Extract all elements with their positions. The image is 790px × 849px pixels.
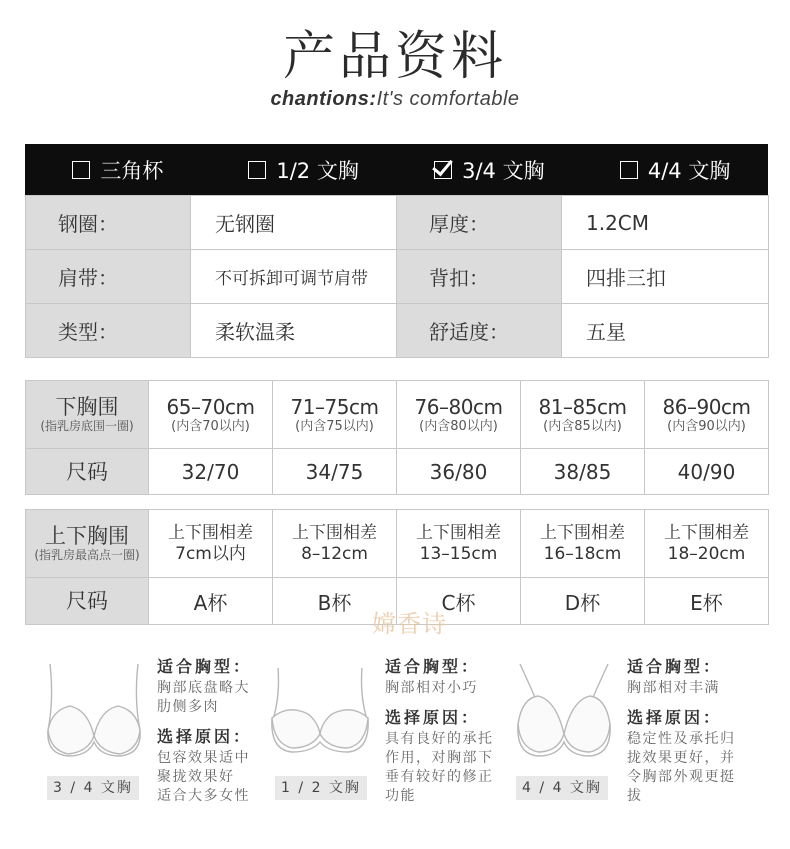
three-quarter-bra-icon (42, 660, 146, 764)
band-size-value: 36/80 (397, 449, 521, 495)
band-size-value: 38/85 (521, 449, 645, 495)
checkbox-icon[interactable] (620, 161, 638, 179)
cup-diff-label: 上下围相差 (168, 522, 253, 543)
band-size-label: 尺码 (26, 449, 149, 495)
cup-diff-value: 13–15cm (419, 543, 498, 564)
cup-diff-cell (273, 510, 397, 578)
info-value-type: 柔软温柔 (191, 304, 397, 358)
reason-line: 适合大多女性 (157, 788, 250, 804)
bra-description (157, 655, 267, 806)
table-row (26, 510, 769, 578)
cup-header-cell (26, 510, 149, 578)
fit-line: 胸部底盘略大 (157, 680, 250, 696)
cup-diff-label: 上下围相差 (416, 522, 501, 543)
cup-size-value: E杯 (645, 578, 769, 625)
band-range-cell (273, 381, 397, 449)
cup-diff-value: 8–12cm (301, 543, 368, 564)
reason-line: 包容效果适中 (157, 750, 250, 766)
half-cup-bra-icon (268, 664, 372, 760)
reason-line: 具有良好的承托 (385, 731, 494, 747)
fit-line: 胸部相对小巧 (385, 680, 478, 696)
info-value-strap: 不可拆卸可调节肩带 (191, 250, 397, 304)
reason-line: 垂有较好的修正 (385, 769, 494, 785)
style-option-three-quarter-cup[interactable] (397, 144, 583, 195)
cup-diff-cell (149, 510, 273, 578)
tagline-text: It's comfortable (376, 88, 520, 110)
style-option-label: 4/4 文胸 (647, 158, 731, 183)
band-range: 76–80cm (414, 394, 503, 419)
bra-description (385, 655, 515, 806)
cup-size-value: C杯 (397, 578, 521, 625)
brand-name: chantions: (270, 88, 377, 110)
table-row (26, 304, 769, 358)
table-row (26, 250, 769, 304)
cup-diff-label: 上下围相差 (664, 522, 749, 543)
band-range-cell (149, 381, 273, 449)
reason-line: 作用，对胸部下 (385, 750, 494, 766)
reason-line: 功能 (385, 788, 416, 804)
cup-diff-value: 16–18cm (543, 543, 622, 564)
info-label-back-closure: 背扣： (397, 250, 562, 304)
band-range-cell (397, 381, 521, 449)
band-range-note: (内含75以内) (295, 418, 374, 434)
fit-line: 肋侧多肉 (157, 699, 219, 715)
band-range-note: (内含90以内) (667, 418, 746, 434)
cup-size-value: B杯 (273, 578, 397, 625)
info-value-thickness: 1.2CM (562, 196, 769, 250)
band-range: 81–85cm (538, 394, 627, 419)
band-range: 65–70cm (166, 394, 255, 419)
bra-description (627, 655, 757, 806)
full-cup-bra-icon (512, 660, 616, 764)
reason-line: 拢效果更好，并 (627, 750, 736, 766)
watermark-logo: 嫦香诗 (372, 610, 447, 638)
cup-diff-cell (521, 510, 645, 578)
bra-style-label: 4 / 4 文胸 (516, 776, 608, 800)
cup-diff-cell (645, 510, 769, 578)
fit-title: 适合胸型： (627, 657, 723, 676)
product-info-table (25, 195, 769, 358)
cup-diff-cell (397, 510, 521, 578)
reason-line: 聚拢效果好 (157, 769, 235, 785)
cup-size-value: A杯 (149, 578, 273, 625)
band-header: 下胸围 (55, 395, 119, 419)
style-option-triangle[interactable] (25, 144, 211, 195)
band-range-note: (内含80以内) (419, 418, 498, 434)
reason-title: 选择原因： (157, 727, 253, 746)
info-label-thickness: 厚度： (397, 196, 562, 250)
band-range-note: (内含85以内) (543, 418, 622, 434)
band-size-value: 40/90 (645, 449, 769, 495)
cup-size-value: D杯 (521, 578, 645, 625)
cup-size-label: 尺码 (26, 578, 149, 625)
band-range-cell (521, 381, 645, 449)
info-label-underwire: 钢圈： (26, 196, 191, 250)
info-value-back-closure: 四排三扣 (562, 250, 769, 304)
info-label-type: 类型： (26, 304, 191, 358)
fit-title: 适合胸型： (157, 657, 253, 676)
band-size-value: 32/70 (149, 449, 273, 495)
info-label-comfort: 舒适度： (397, 304, 562, 358)
band-size-value: 34/75 (273, 449, 397, 495)
style-option-half-cup[interactable] (211, 144, 397, 195)
style-option-full-cup[interactable] (582, 144, 768, 195)
band-range: 71–75cm (290, 394, 379, 419)
fit-line: 胸部相对丰满 (627, 680, 720, 696)
style-option-label: 三角杯 (100, 158, 164, 183)
cup-header: 上下胸围 (45, 524, 129, 548)
reason-line: 拔 (627, 788, 643, 804)
table-row (26, 449, 769, 495)
cup-diff-label: 上下围相差 (292, 522, 377, 543)
cup-diff-label: 上下围相差 (540, 522, 625, 543)
table-row (26, 196, 769, 250)
bra-style-label: 1 / 2 文胸 (275, 776, 367, 800)
band-size-table (25, 380, 769, 495)
info-value-underwire: 无钢圈 (191, 196, 397, 250)
band-header-cell (26, 381, 149, 449)
reason-title: 选择原因： (385, 708, 481, 727)
cup-header-note: (指乳房最高点一圈) (34, 548, 140, 562)
style-option-label: 1/2 文胸 (276, 158, 359, 183)
style-selector (25, 144, 768, 195)
page-title: 产品资料 (282, 27, 507, 87)
checkbox-icon[interactable] (72, 161, 90, 179)
reason-line: 稳定性及承托归 (627, 731, 736, 747)
band-range-cell (645, 381, 769, 449)
cup-diff-value: 7cm以内 (175, 543, 246, 564)
fit-title: 适合胸型： (385, 657, 481, 676)
checked-checkbox-icon[interactable] (434, 161, 452, 179)
cup-diff-value: 18–20cm (667, 543, 746, 564)
brand-tagline (0, 88, 790, 111)
table-row (26, 381, 769, 449)
band-header-note: (指乳房底围一圈) (40, 419, 134, 433)
info-value-comfort: 五星 (562, 304, 769, 358)
bra-style-label: 3 / 4 文胸 (47, 776, 139, 800)
band-range-note: (内含70以内) (171, 418, 250, 434)
reason-title: 选择原因： (627, 708, 723, 727)
reason-line: 令胸部外观更挺 (627, 769, 736, 785)
info-label-strap: 肩带： (26, 250, 191, 304)
checkbox-icon[interactable] (248, 161, 266, 179)
style-option-label: 3/4 文胸 (462, 158, 545, 183)
band-range: 86–90cm (662, 394, 751, 419)
